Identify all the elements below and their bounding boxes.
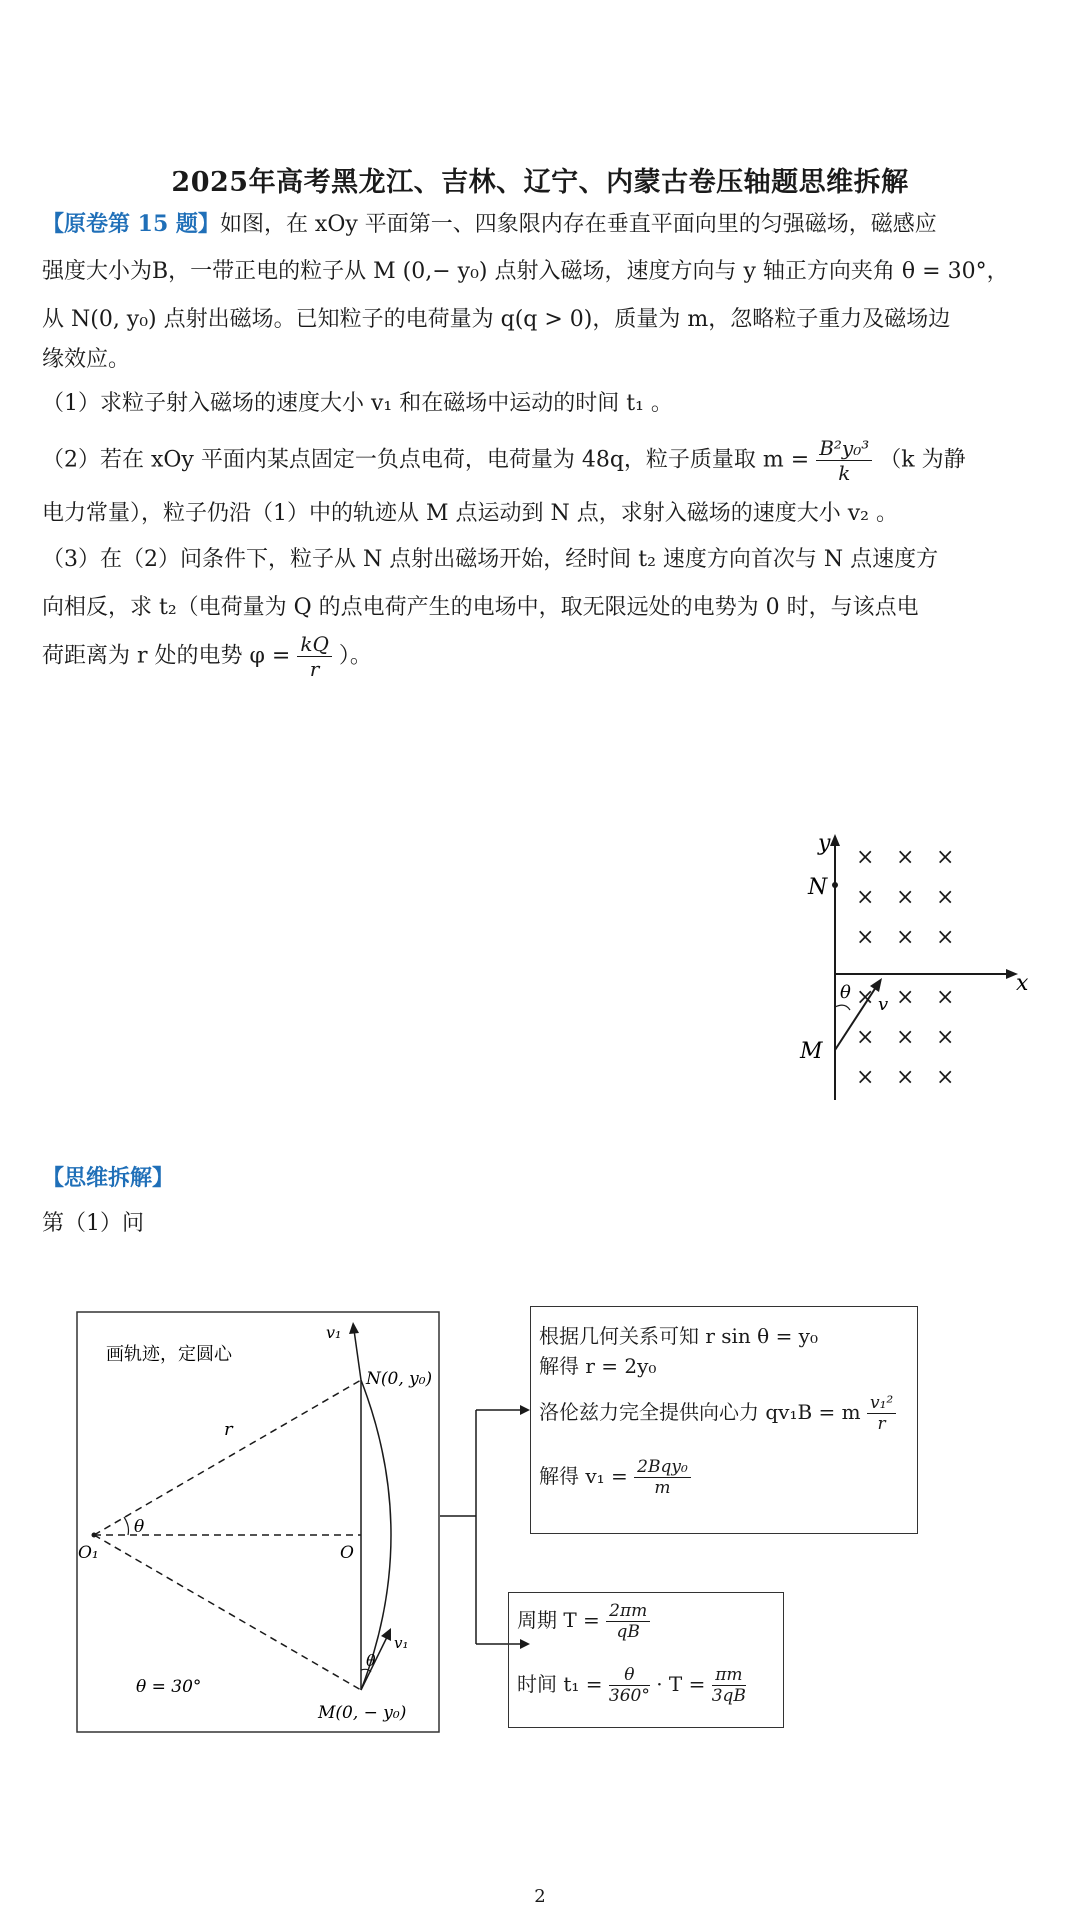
part-1-heading: 第（1）问 [42, 1211, 144, 1236]
page-title: 2025年高考黑龙江、吉林、辽宁、内蒙古卷压轴题思维拆解 [171, 167, 909, 198]
field-cross: × [896, 845, 915, 870]
center-o1 [92, 1533, 97, 1538]
problem-line-2: 强度大小为B，一带正电的粒子从 M (0,− y₀) 点射入磁场，速度方向与 y 轴正方向夹角 θ = 30°， [42, 259, 1009, 284]
field-cross: × [936, 985, 955, 1010]
y-axis-arrow [830, 834, 840, 846]
field-cross: × [856, 885, 875, 910]
theta-label: θ [840, 982, 851, 1003]
radius-to-n [94, 1380, 361, 1535]
time-formula: 时间 t₁ = $\frac{\theta}{360^\circ}$ · T = $\frac{\pi m}{3qB}$ [517, 1665, 746, 1706]
exit-velocity-arrowhead [349, 1322, 359, 1334]
problem-tag: 【原卷第 15 题】 [42, 211, 220, 237]
radius-to-m [94, 1535, 361, 1690]
center-o1-label: O₁ [78, 1543, 99, 1563]
field-cross: × [936, 1025, 955, 1050]
field-crosses [856, 845, 954, 1090]
field-cross: × [896, 985, 915, 1010]
field-cross: × [856, 845, 875, 870]
field-cross: × [856, 1065, 875, 1090]
field-cross: × [936, 845, 955, 870]
velocity-label: v [878, 994, 889, 1015]
trajectory-arc [361, 1380, 391, 1690]
question-1: （1）求粒子射入磁场的速度大小 v₁ 和在磁场中运动的时间 t₁ 。 [42, 391, 673, 416]
analysis-tag: 【思维拆解】 [42, 1165, 175, 1191]
theta-arc [835, 1005, 850, 1010]
derivation-box-2 [508, 1592, 784, 1728]
period-formula: 周期 T = $\frac{2\pi m}{qB}$ [517, 1601, 650, 1642]
field-cross: × [856, 1025, 875, 1050]
field-cross: × [936, 925, 955, 950]
question-2-line-1: （2）若在 xOy 平面内某点固定一负点电荷，电荷量为 48q，粒子质量取 m = $\frac{\text{B²y₀³}}{k}$ （k 为静 [42, 436, 966, 485]
point-n-label: N [808, 875, 828, 900]
field-cross: × [896, 1025, 915, 1050]
exit-velocity [354, 1330, 361, 1380]
field-cross: × [896, 1065, 915, 1090]
point-o-label: O [340, 1543, 354, 1563]
radius-result: 解得 r = 2y₀ [539, 1354, 657, 1378]
angle-note: θ = 30° [136, 1677, 202, 1697]
problem-line-1: 【原卷第 15 题】如图，在 xOy 平面第一、四象限内存在垂直平面向里的匀强磁场，磁感应 [42, 211, 937, 237]
question-3-line-3: 荷距离为 r 处的电势 φ = $\frac{kQ}{r}$ ）。 [42, 632, 372, 681]
question-3-line-1: （3）在（2）问条件下，粒子从 N 点射出磁场开始，经时间 t₂ 速度方向首次与 N 点速度方 [42, 547, 939, 572]
diagram-caption: 画轨迹，定圆心 [106, 1344, 232, 1365]
exit-velocity-label: v₁ [326, 1323, 342, 1342]
page-number: 2 [534, 1886, 546, 1907]
v1-result: 解得 v₁ = $\frac{\text{2Bqy₀}}{m}$ [539, 1457, 691, 1498]
question-3-line-2: 向相反，求 t₂（电荷量为 Q 的点电荷产生的电场中，取无限远处的电势为 0 时，与该点电 [42, 595, 919, 620]
lorentz-force: 洛伦兹力完全提供向心力 qv₁B = m $\frac{\text{v₁²}}{r}$ [539, 1393, 896, 1434]
field-diagram [790, 832, 1040, 1102]
radius-label: r [224, 1419, 233, 1440]
potential-fraction: $\frac{kQ}{r}$ [297, 632, 332, 681]
theta-label-m: θ [366, 1651, 376, 1670]
problem-line-3: 从 N(0, y₀) 点射出磁场。已知粒子的电荷量为 q(q > 0)，质量为 m，忽略粒子重力及磁场边 [42, 307, 951, 332]
theta-arc-center [124, 1517, 129, 1535]
point-n [832, 882, 838, 888]
entry-velocity-label: v₁ [394, 1634, 409, 1652]
field-cross: × [856, 925, 875, 950]
question-2-line-2: 电力常量），粒子仍沿（1）中的轨迹从 M 点运动到 N 点，求射入磁场的速度大小 v₂ 。 [42, 501, 898, 526]
theta-label-center: θ [134, 1517, 145, 1537]
point-m-label: M [800, 1039, 823, 1064]
derivation-box-1 [530, 1306, 918, 1534]
field-cross: × [936, 885, 955, 910]
x-axis-label: x [1016, 971, 1029, 996]
problem-line-4: 缘效应。 [42, 347, 131, 372]
field-cross: × [896, 925, 915, 950]
geometry-relation: 根据几何关系可知 r sin θ = y₀ [539, 1324, 819, 1348]
point-m-label: M(0, − y₀) [318, 1703, 407, 1723]
field-cross: × [856, 985, 875, 1010]
point-n-label: N(0, y₀) [366, 1369, 433, 1389]
mass-fraction: $\frac{\text{B²y₀³}}{k}$ [816, 436, 872, 485]
y-axis-label: y [818, 832, 831, 856]
field-cross: × [936, 1065, 955, 1090]
trajectory-diagram [76, 1300, 446, 1736]
field-cross: × [896, 885, 915, 910]
